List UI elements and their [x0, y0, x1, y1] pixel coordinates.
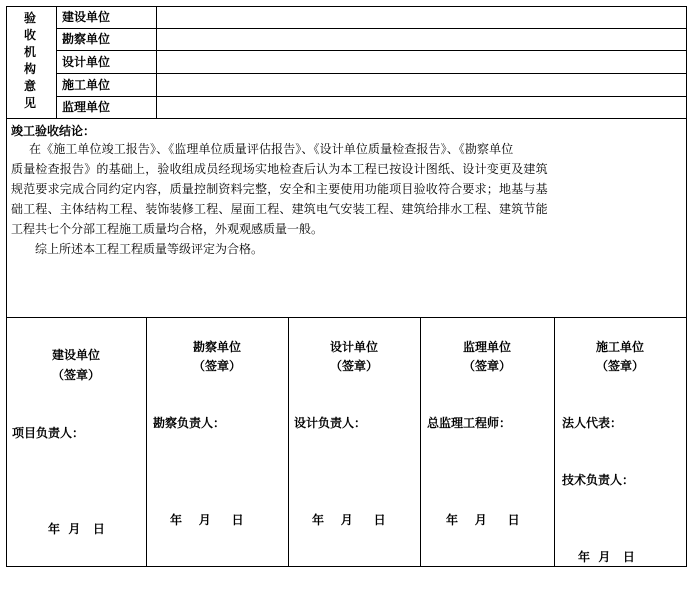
sig-seal-construction: （签章） [51, 368, 100, 382]
sig-date-supervision: 年 月 日 [446, 513, 520, 527]
heading-char: 见 [23, 96, 36, 110]
sig-seal-survey: （签章） [192, 359, 241, 373]
sig-date-survey: 年 月 日 [170, 513, 244, 527]
heading-char: 验 [23, 11, 36, 25]
sig-role-contractor-tech: 技术负责人： [562, 473, 635, 487]
sig-unit-contractor: 施工单位 [595, 340, 644, 354]
heading-char: 机 [23, 45, 36, 59]
sig-unit-supervision: 监理单位 [462, 340, 511, 354]
sig-date-contractor: 年 月 日 [578, 550, 635, 564]
sig-role-design: 设计负责人： [294, 416, 367, 430]
heading-char: 收 [23, 28, 36, 42]
sig-date-design: 年 月 日 [312, 513, 386, 527]
sig-seal-supervision: （签章） [462, 359, 511, 373]
section-line-2 [6, 317, 687, 318]
sig-seal-contractor: （签章） [595, 359, 644, 373]
row-line-3 [56, 73, 687, 74]
sig-unit-design: 设计单位 [329, 340, 378, 354]
conclusion-paragraph [11, 139, 683, 259]
conclusion-line: 质量检查报告》的基础上，验收组成员经现场实地检查后认为本工程已按设计图纸、设计变更及建筑 [11, 162, 548, 176]
row-line-1 [56, 28, 687, 29]
unit-label-supervision: 监理单位 [62, 100, 111, 114]
acceptance-opinion-heading [21, 10, 39, 112]
section-line-1 [6, 118, 687, 119]
heading-char: 构 [23, 62, 36, 76]
conclusion-summary: 综上所述本工程工程质量等级评定为合格。 [35, 242, 264, 256]
unit-value-design[interactable] [160, 54, 680, 70]
border-bottom [6, 566, 687, 567]
sig-role-contractor-legal: 法人代表： [562, 416, 623, 430]
sig-date-construction: 年 月 日 [48, 522, 105, 536]
divider-heading-col [56, 6, 57, 118]
unit-label-survey: 勘察单位 [62, 32, 111, 46]
border-right [686, 6, 687, 567]
border-top [6, 6, 687, 7]
unit-label-design: 设计单位 [62, 55, 111, 69]
row-line-4 [56, 96, 687, 97]
conclusion-title: 竣工验收结论： [11, 124, 96, 138]
border-left [6, 6, 7, 567]
conclusion-line: 工程共七个分部工程施工质量均合格，外观观感质量一般。 [11, 222, 324, 236]
sig-unit-survey: 勘察单位 [192, 340, 241, 354]
conclusion-line: 在《施工单位竣工报告》、《监理单位质量评估报告》、《设计单位质量检查报告》、《勘察单位 [29, 142, 514, 156]
conclusion-line: 规范要求完成合同约定内容，质量控制资料完整，安全和主要使用功能项目验收符合要求；地基与基 [11, 182, 548, 196]
divider-label-col [156, 6, 157, 118]
sig-role-survey: 勘察负责人： [153, 416, 226, 430]
sig-role-supervision: 总监理工程师： [427, 416, 512, 430]
unit-value-supervision[interactable] [160, 99, 680, 115]
heading-char: 意 [23, 79, 36, 93]
sig-unit-construction: 建设单位 [51, 348, 100, 362]
conclusion-line: 础工程、主体结构工程、装饰装修工程、屋面工程、建筑电气安装工程、建筑给排水工程、建筑节能 [11, 202, 548, 216]
row-line-2 [56, 50, 687, 51]
unit-value-survey[interactable] [160, 31, 680, 47]
unit-label-construction: 建设单位 [62, 10, 111, 24]
unit-value-contractor[interactable] [160, 77, 680, 93]
unit-label-contractor: 施工单位 [62, 78, 111, 92]
sig-role-construction: 项目负责人： [12, 426, 85, 440]
sig-seal-design: （签章） [329, 359, 378, 373]
unit-value-construction[interactable] [160, 9, 680, 25]
